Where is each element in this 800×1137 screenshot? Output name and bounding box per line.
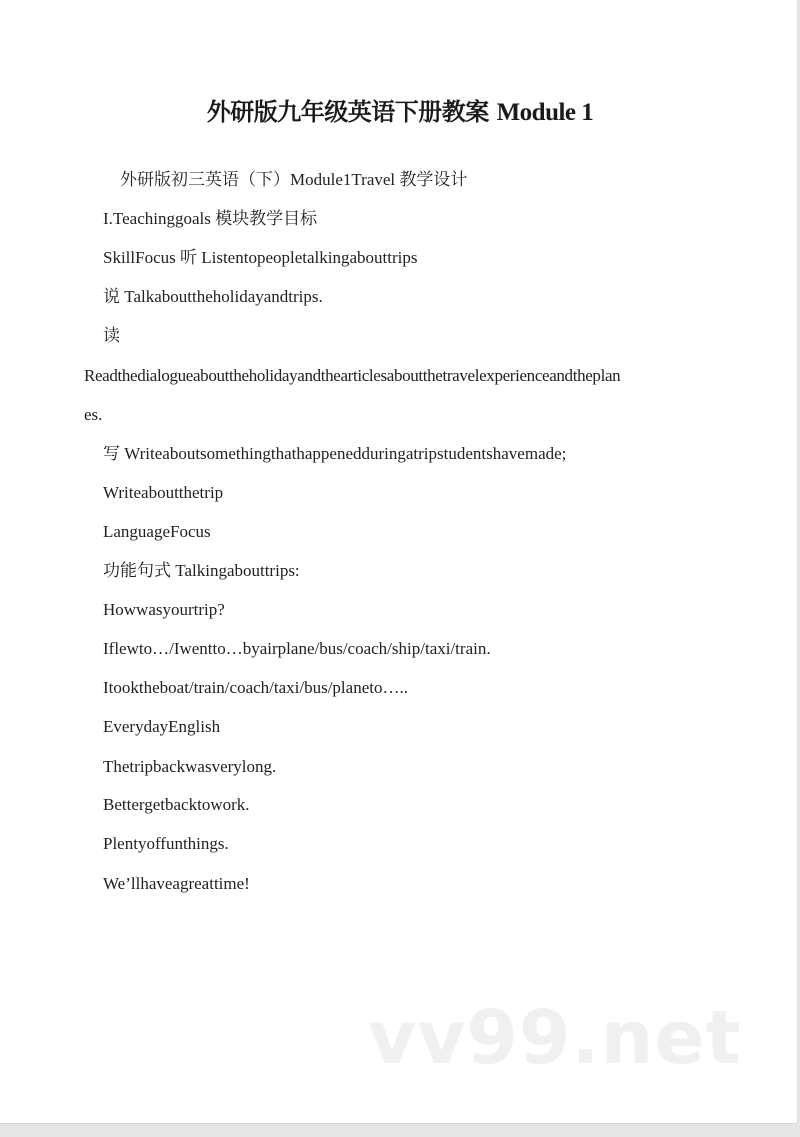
paragraph-line: Plentyoffunthings. xyxy=(103,834,229,853)
paragraph-line: 外研版初三英语（下）Module1Travel 教学设计 xyxy=(120,170,468,189)
paragraph-line: Iflewto…/Iwentto…byairplane/bus/coach/ship/taxi/train. xyxy=(103,639,491,658)
paragraph-line: 说 Talkabouttheholidayandtrips. xyxy=(103,287,323,306)
paragraph-line: EverydayEnglish xyxy=(103,717,221,736)
paragraph-line: Thetripbackwasverylong. xyxy=(103,757,277,776)
paragraph-line: 功能句式 Talkingabouttrips: xyxy=(103,561,300,580)
title-english: Module 1 xyxy=(496,99,594,126)
paragraph-line: 写 Writeaboutsomethingthathappenedduringatripstudentshavemade; xyxy=(103,444,567,463)
paragraph-line: 读 xyxy=(103,326,120,345)
paragraph-line: Bettergetbacktowork. xyxy=(103,795,250,814)
paragraph-line: Readthedialogueabouttheholidayandthearticlesaboutthetravelexperienceandtheplan xyxy=(84,366,621,385)
paragraph-line: es. xyxy=(84,405,103,424)
paragraph-line: I.Teachinggoals 模块教学目标 xyxy=(103,209,318,228)
paragraph-line: We’llhaveagreattime! xyxy=(103,874,250,893)
paragraph-line: Itooktheboat/train/coach/taxi/bus/planeto….. xyxy=(103,678,408,697)
paragraph-line: Writeaboutthetrip xyxy=(103,483,224,502)
paragraph-line: SkillFocus 听 Listentopeopletalkingabouttrips xyxy=(103,248,418,267)
paragraph-line: LanguageFocus xyxy=(103,522,211,541)
paragraph-line: Howwasyourtrip? xyxy=(103,600,225,619)
document-title xyxy=(0,92,800,127)
title-chinese: 外研版九年级英语下册教案 xyxy=(206,98,489,126)
watermark: vv99.net xyxy=(368,995,742,1081)
